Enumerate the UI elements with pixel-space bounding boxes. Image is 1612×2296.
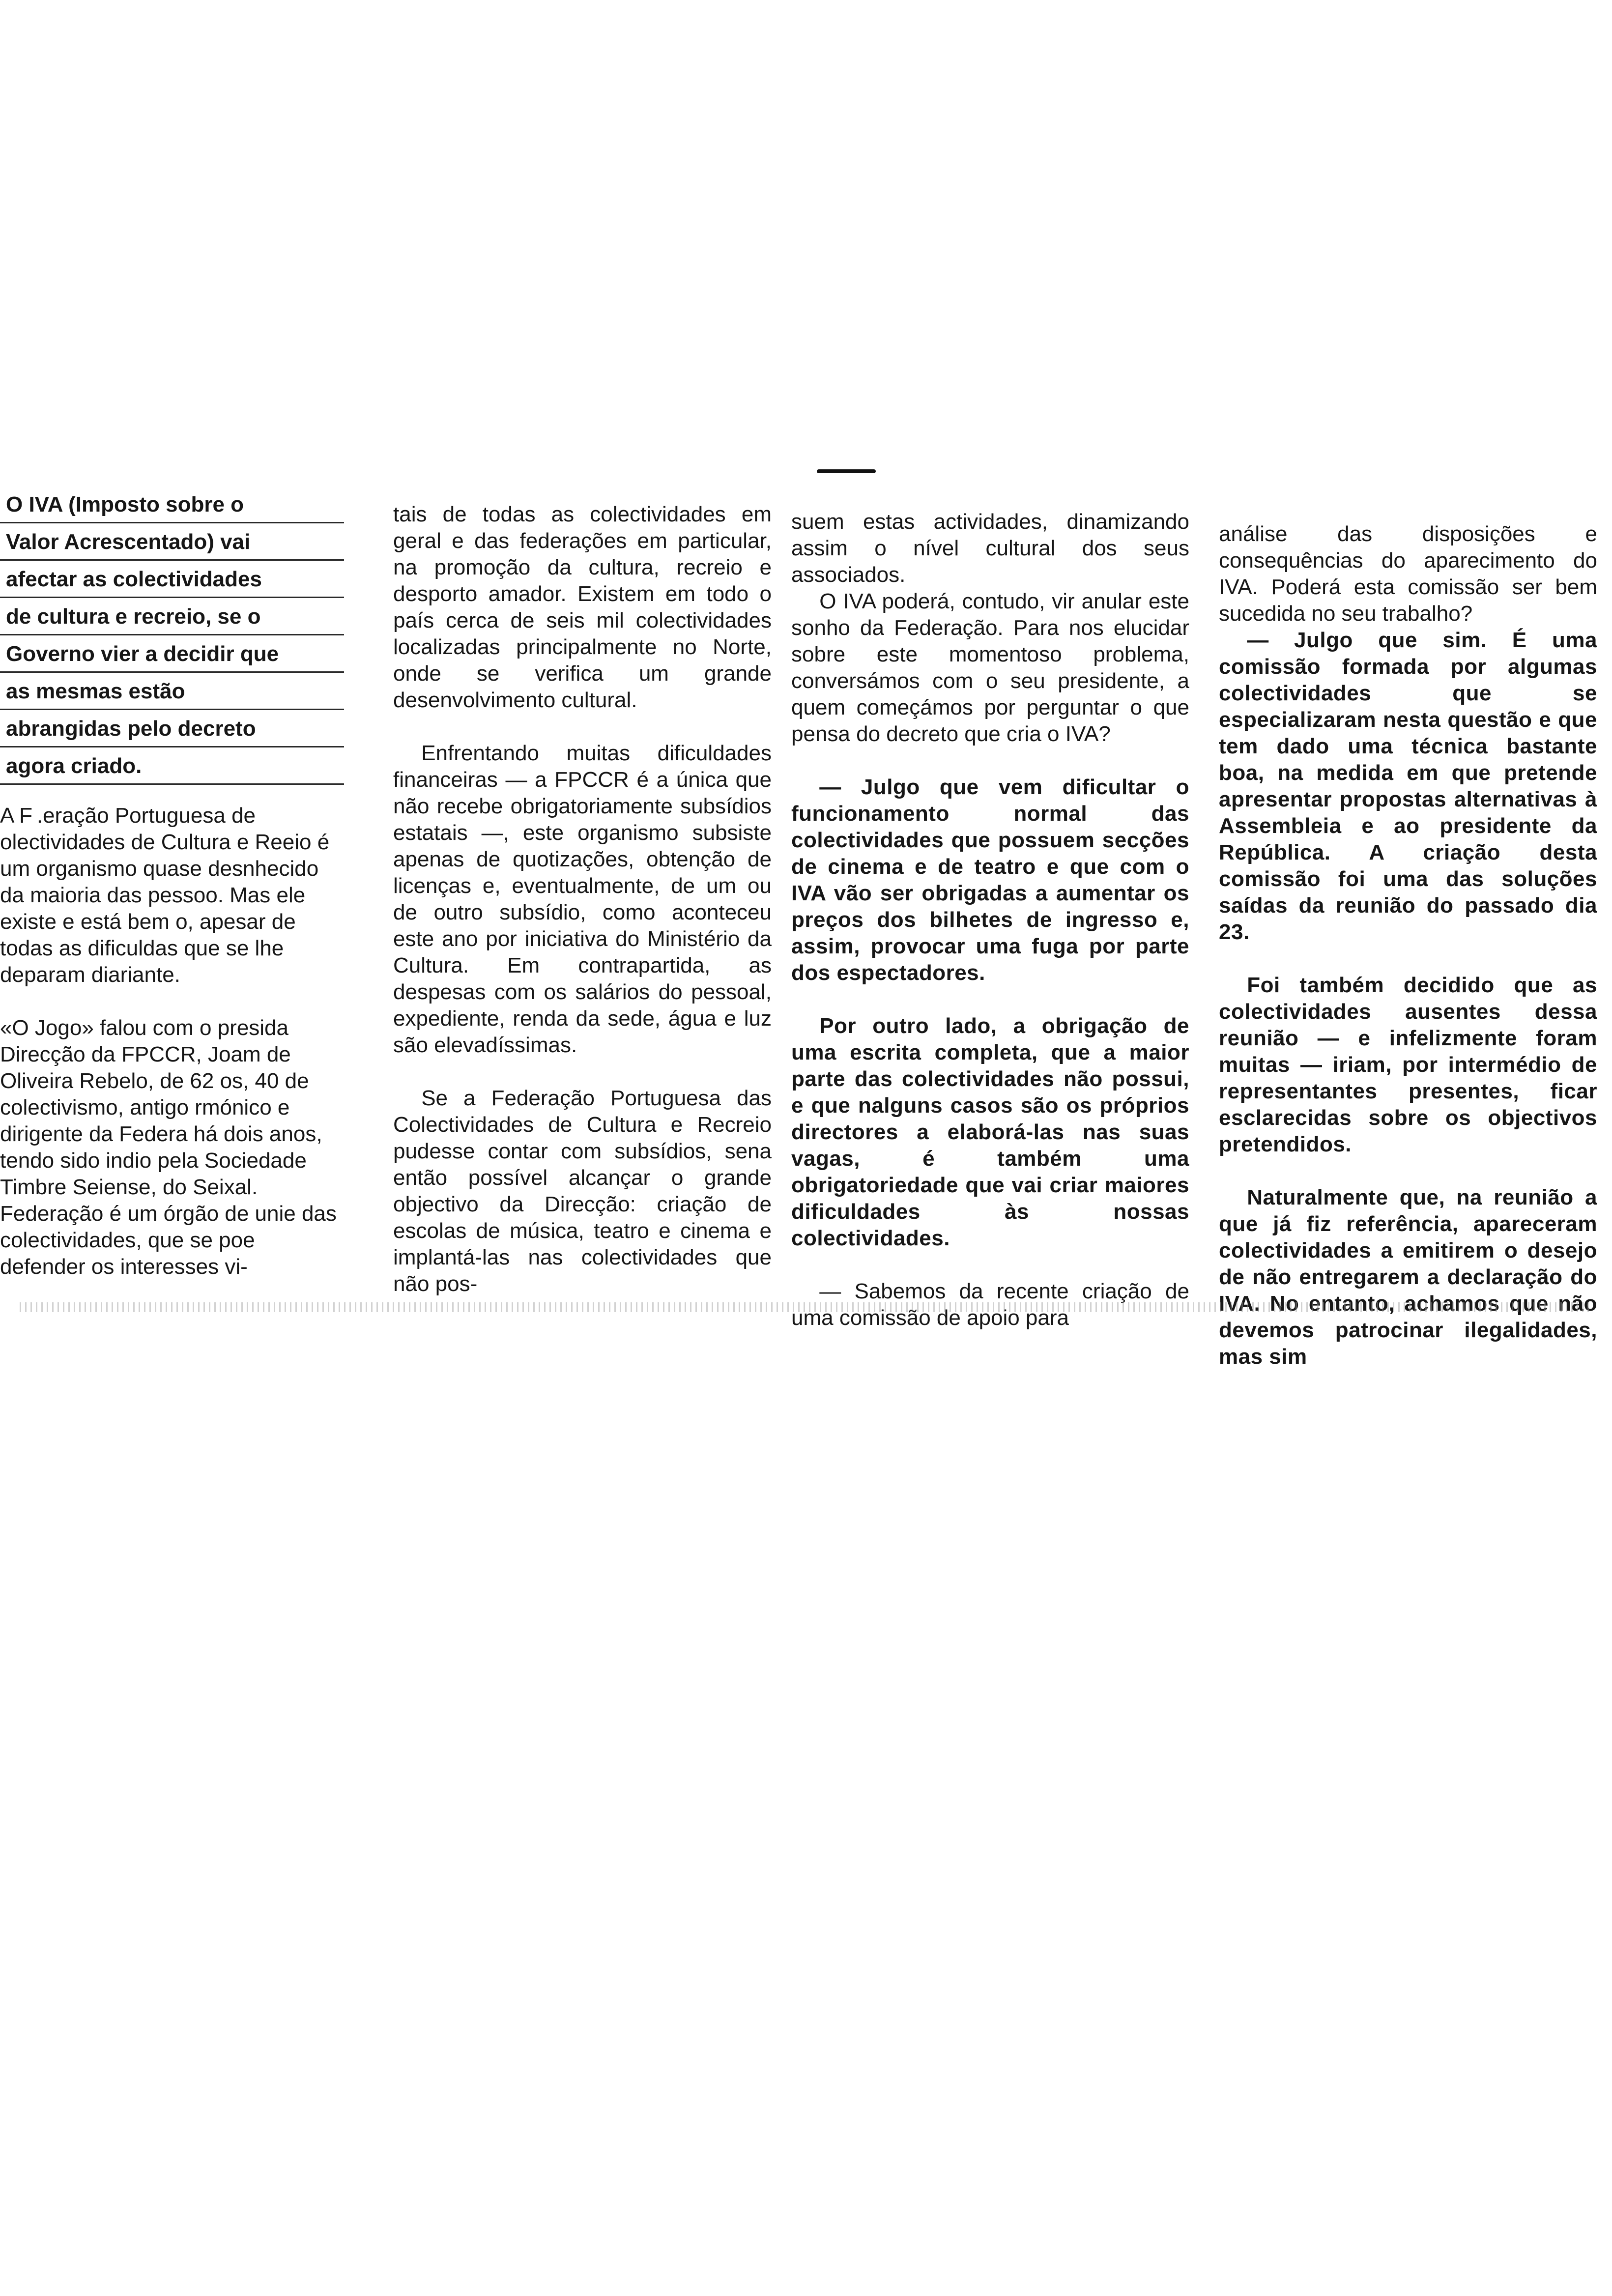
headline-line: Valor Acrescentado) vai (0, 529, 344, 561)
answer-paragraph: Por outro lado, a obrigação de uma escrita completa, que a maior parte das colectividades não possui, e que nalguns casos são os próprios directores a elaborá-las nas suas vagas, é também uma obrigatoriedade que vai criar maiores dificuldades às nossas colectividades. (791, 1014, 1189, 1250)
paragraph: «O Jogo» falou com o presida Direcção da FPCCR, Joam de Oliveira Rebelo, de 62 os, 40 de colectivismo, antigo rmónico e dirigente da Federa há dois anos, tendo sido indio pela Sociedade Timbre Seiense, do Seixal. (0, 1016, 322, 1199)
paragraph: Se a Federação Portuguesa das Colectividades de Cultura e Recreio pudesse contar com subsídios, sena então possível alcançar o grande objectivo da Direcção: criação de escolas de música, teatro e cinema e implantá-las nas colectividades que não pos- (393, 1086, 772, 1296)
answer-paragraph: — Julgo que sim. É uma comissão formada por algumas colectividades que se especializaram nesta questão e que tem dado uma técnica bastante boa, na medida em que pretende apresentar propostas alternativas à Assembleia e ao presidente da República. A criação desta comissão foi uma das soluções saídas da reunião do passado dia 23. (1219, 628, 1597, 944)
paragraph: Enfrentando muitas dificuldades financeiras — a FPCCR é a única que não recebe obrigatoriamente subsídios estatais —, este organismo subsiste apenas de quotizações, obtenção de licenças e, eventualmente, de um ou de outro subsídio, como aconteceu este ano por iniciativa do Ministério da Cultura. Em contrapartida, as despesas com os salários do pessoal, expediente, renda da sede, água e luz são elevadíssimas. (393, 741, 772, 1057)
headline-line: abrangidas pelo decreto (0, 716, 344, 747)
answer-paragraph: Naturalmente que, na reunião a que já fiz referência, apareceram colectividades a emitirem o desejo de não entregarem a declaração do IVA. No entanto, achamos que não devemos patrocinar ilegalidades, mas sim (1219, 1185, 1597, 1369)
paragraph: O IVA poderá, contudo, vir anular este sonho da Federação. Para nos elucidar sobre este momentoso problema, conversámos com o seu presidente, a quem começámos por perguntar o que pensa do decreto que cria o IVA? (791, 589, 1189, 746)
answer-paragraph: — Julgo que vem dificultar o funcionamento normal das colectividades que possuem secções de cinema e de teatro e que com o IVA vão ser obrigadas a aumentar os preços dos bilhetes de ingresso e, assim, provocar uma fuga por parte dos espectadores. (791, 775, 1189, 985)
headline-line: O IVA (Imposto sobre o (0, 491, 344, 523)
paragraph: A F .eração Portuguesa de olectividades de Cultura e Reeio é um organismo quase desnhecido da maioria das pessoo. Mas ele existe e está bem o, apesar de todas as dificuldas que se lhe deparam diariante. (0, 804, 330, 987)
column-4 (1219, 521, 1597, 1370)
column-1 (0, 491, 344, 1280)
question-paragraph: — Sabemos da recente criação de uma comissão de apoio para (791, 1279, 1189, 1330)
headline-line: afectar as colectividades (0, 566, 344, 598)
scan-noise (20, 1302, 1592, 1312)
paragraph: suem estas actividades, dinamizando assim o nível cultural dos seus associados. (791, 510, 1189, 587)
paragraph: tais de todas as colectividades em geral e das federações em particular, na promoção da cultura, recreio e desporto amador. Existem em todo o país cerca de seis mil colectividades localizadas principalmente no Norte, onde se verifica um grande desenvolvimento cultural. (393, 502, 772, 712)
column-2 (393, 501, 772, 1297)
paragraph: análise das disposições e consequências do aparecimento do IVA. Poderá esta comissão ser bem sucedida no seu trabalho? (1219, 522, 1597, 626)
headline-line: agora criado. (0, 753, 344, 785)
headline-line: de cultura e recreio, se o (0, 603, 344, 635)
headline (0, 491, 344, 785)
answer-paragraph: Foi também decidido que as colectividades ausentes dessa reunião — e infelizmente foram muitas — iriam, por intermédio de representantes presentes, ficar esclarecidas sobre os objectivos pretendidos. (1219, 973, 1597, 1156)
headline-line: as mesmas estão (0, 678, 344, 710)
headline-line: Governo vier a decidir que (0, 641, 344, 673)
paragraph: Federação é um órgão de unie das colectividades, que se poe defender os interesses vi- (0, 1202, 337, 1279)
decorative-dash (817, 469, 876, 473)
column-3 (791, 509, 1189, 1331)
